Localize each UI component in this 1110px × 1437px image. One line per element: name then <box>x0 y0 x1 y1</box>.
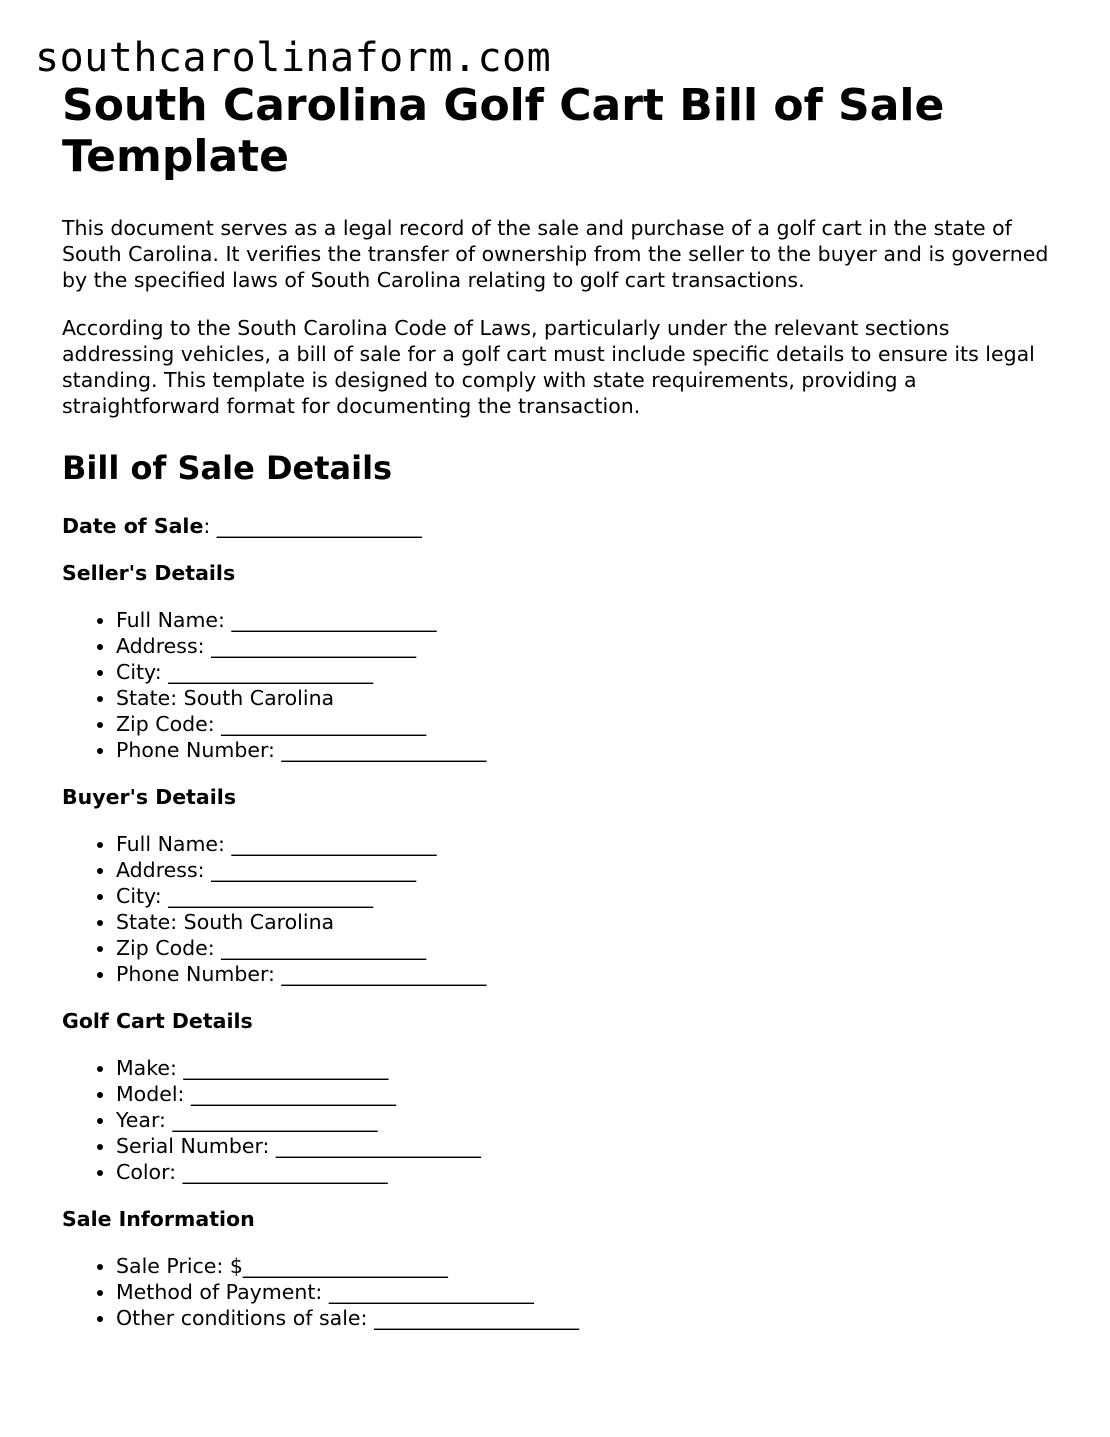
document-title: South Carolina Golf Cart Bill of Sale Template <box>62 80 945 182</box>
golf-cart-heading: Golf Cart Details <box>62 1009 253 1033</box>
sale-price: • Sale Price: $____________________ <box>116 1253 1062 1279</box>
details-heading: Bill of Sale Details <box>62 449 393 487</box>
cart-serial-number: • Serial Number: ____________________ <box>116 1133 1062 1159</box>
buyer-phone: • Phone Number: ____________________ <box>116 961 1062 987</box>
seller-phone: • Phone Number: ____________________ <box>116 737 1062 763</box>
buyer-state: • State: South Carolina <box>116 909 1062 935</box>
date-of-sale-label: Date of Sale <box>62 514 204 538</box>
cart-color: • Color: ____________________ <box>116 1159 1062 1185</box>
buyer-zip: • Zip Code: ____________________ <box>116 935 1062 961</box>
buyer-heading: Buyer's Details <box>62 785 237 809</box>
seller-address: • Address: ____________________ <box>116 633 1062 659</box>
seller-list <box>62 607 1062 763</box>
buyer-address: • Address: ____________________ <box>116 857 1062 883</box>
seller-zip: • Zip Code: ____________________ <box>116 711 1062 737</box>
cart-make: • Make: ____________________ <box>116 1055 1062 1081</box>
seller-city: • City: ____________________ <box>116 659 1062 685</box>
seller-full-name: • Full Name: ____________________ <box>116 607 1062 633</box>
buyer-full-name: • Full Name: ____________________ <box>116 831 1062 857</box>
buyer-city: • City: ____________________ <box>116 883 1062 909</box>
date-of-sale-field <box>62 513 1062 539</box>
golf-cart-list <box>62 1055 1062 1185</box>
intro-paragraph-2: According to the South Carolina Code of Laws, particularly under the relevant sections addressing vehicles, a bill of sale for a golf cart must include specific details to ensure its legal standing. This template is designed to comply with state requirements, providing a straightforward format for documenting the transaction. <box>62 316 1035 418</box>
sale-info-list <box>62 1253 1062 1331</box>
sale-info-heading: Sale Information <box>62 1207 255 1231</box>
document-body <box>62 80 1062 1331</box>
intro-paragraph-1: This document serves as a legal record of the sale and purchase of a golf cart in the state of South Carolina. It verifies the transfer of ownership from the seller to the buyer and is governed by the specified laws of South Carolina relating to golf cart transactions. <box>62 216 1049 292</box>
other-conditions: • Other conditions of sale: ____________________ <box>116 1305 1062 1331</box>
payment-method: • Method of Payment: ____________________ <box>116 1279 1062 1305</box>
seller-heading: Seller's Details <box>62 561 236 585</box>
cart-year: • Year: ____________________ <box>116 1107 1062 1133</box>
date-of-sale-blank: : ____________________ <box>203 514 422 538</box>
cart-model: • Model: ____________________ <box>116 1081 1062 1107</box>
seller-state: • State: South Carolina <box>116 685 1062 711</box>
buyer-list <box>62 831 1062 987</box>
site-watermark: southcarolinaform.com <box>35 35 552 81</box>
